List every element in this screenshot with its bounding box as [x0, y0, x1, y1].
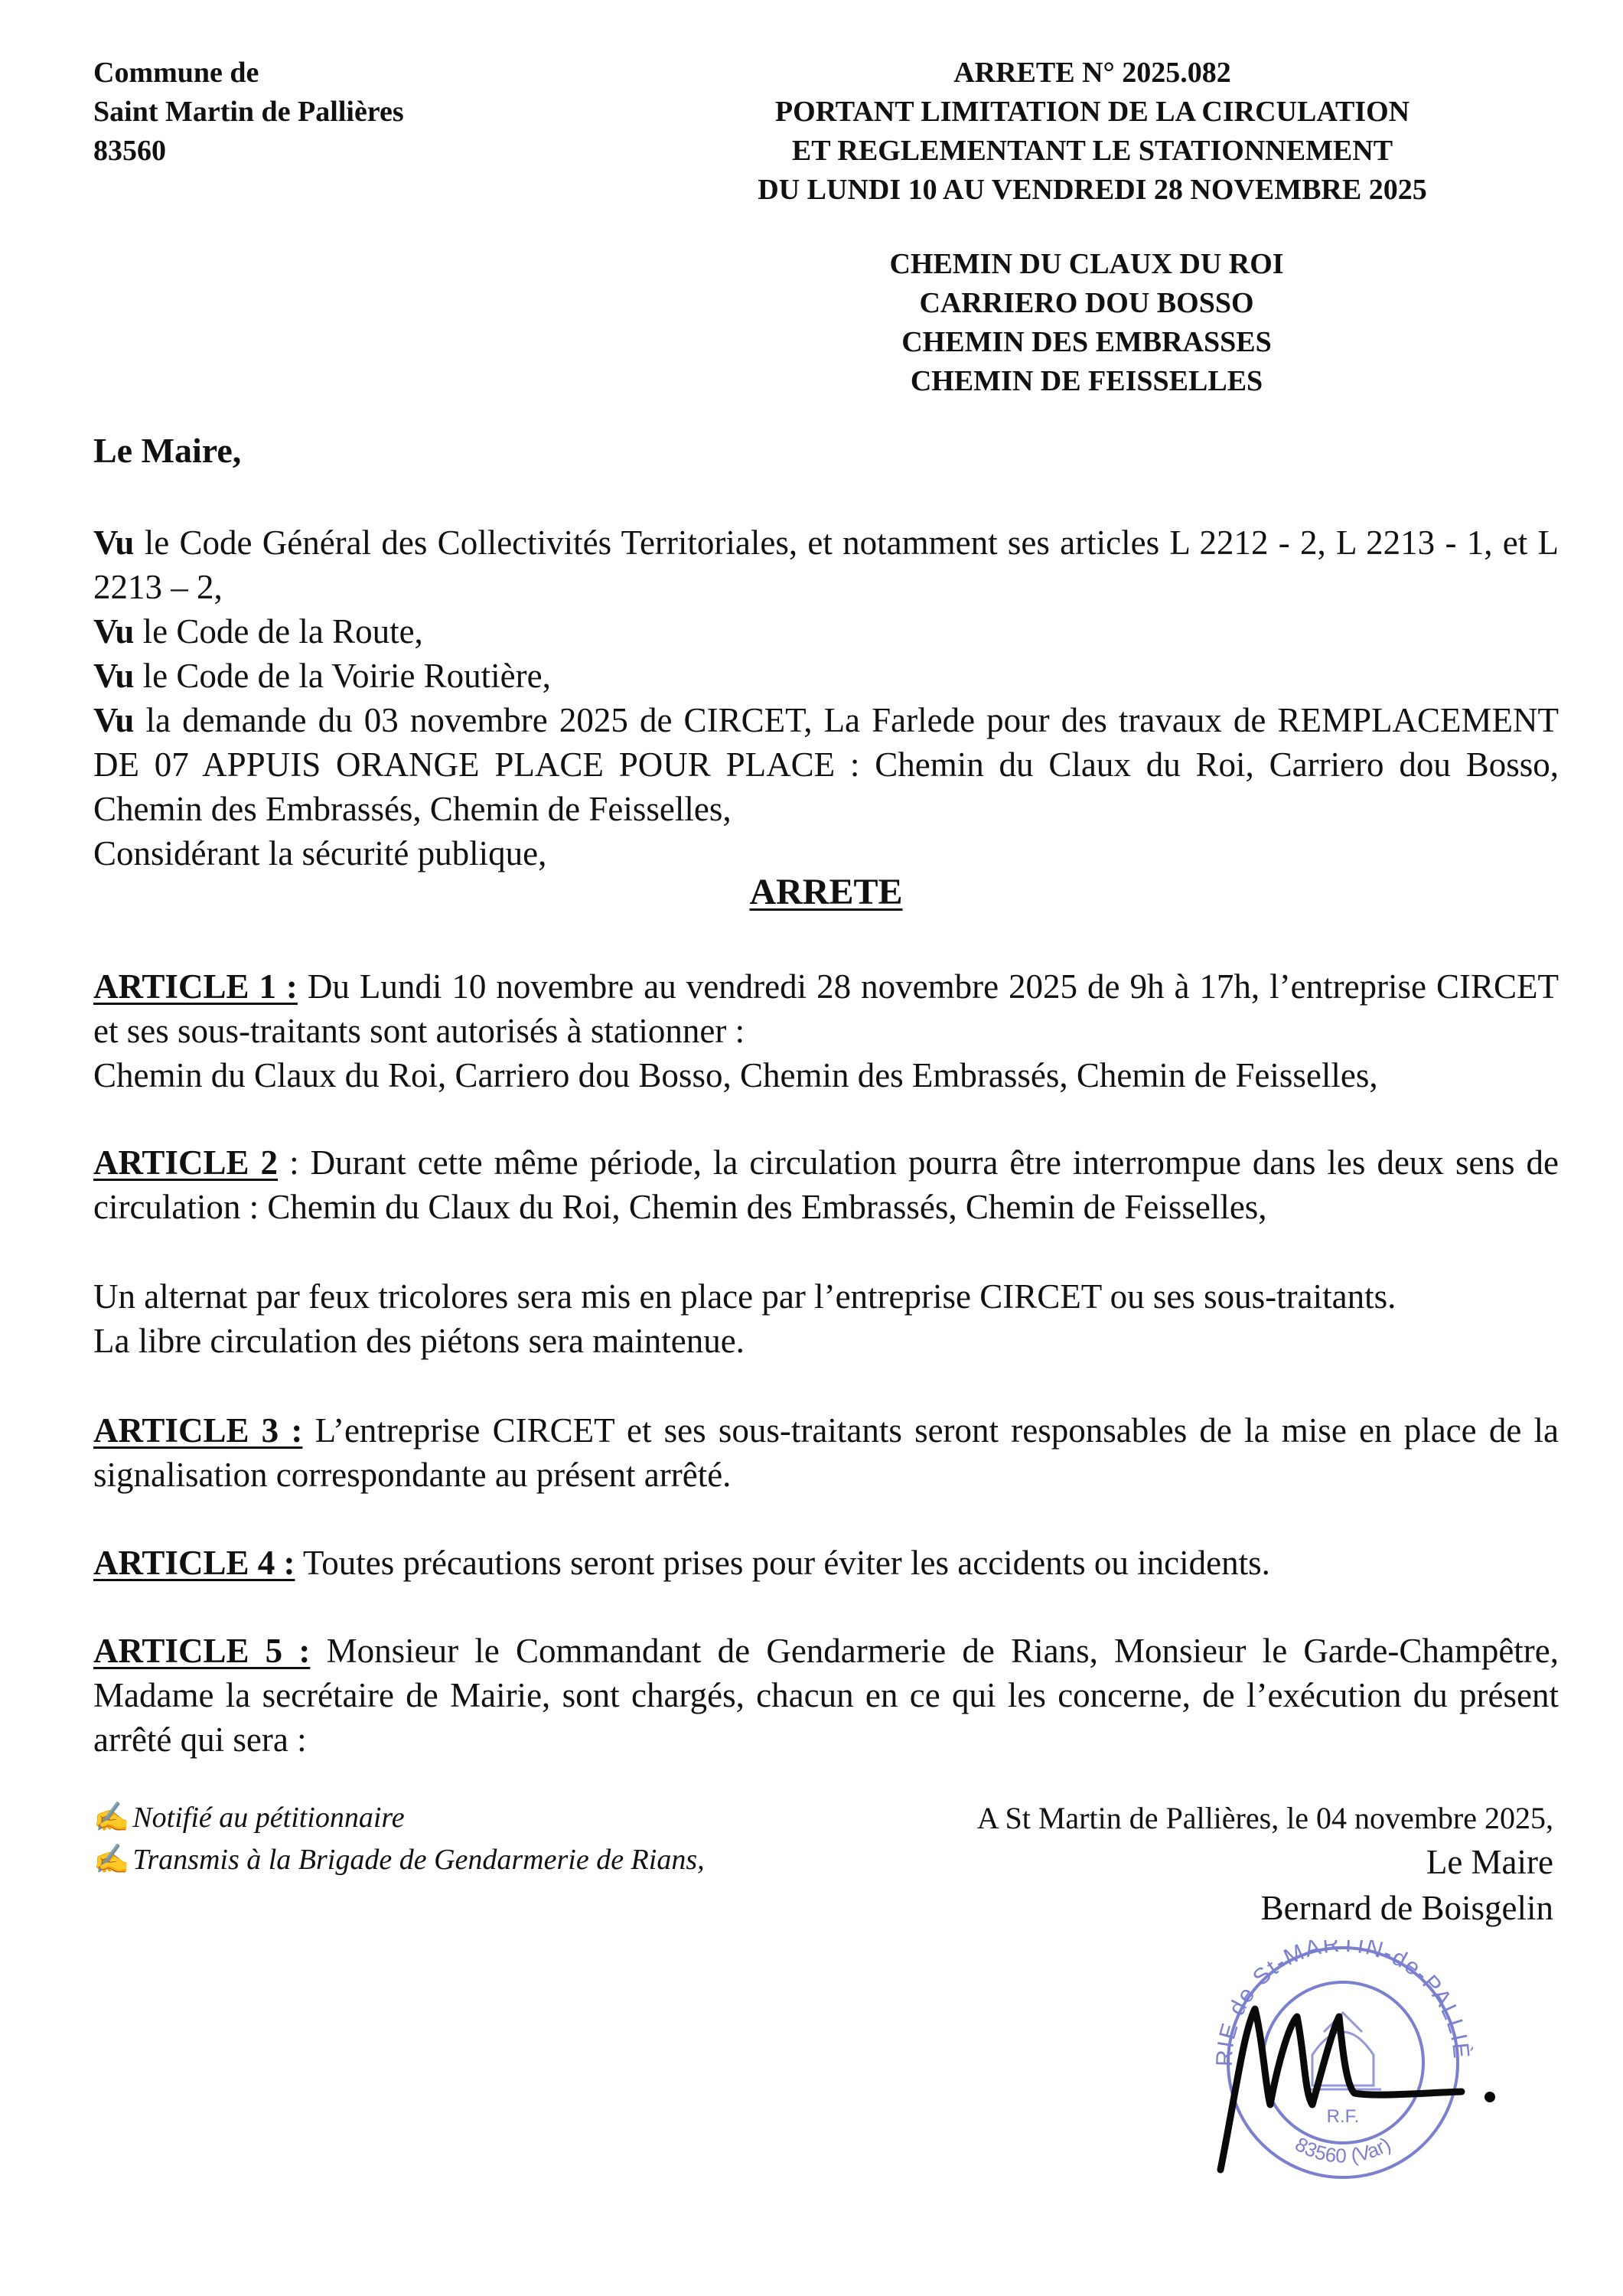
road-item: CHEMIN DE FEISSELLES: [910, 365, 1263, 397]
article-4-para: [93, 1541, 1559, 1585]
vu-text: le Code de la Route,: [134, 612, 423, 651]
vu-keyword: Vu: [93, 701, 135, 739]
article-5: [93, 1629, 1559, 1762]
pedestrian-line: La libre circulation des piétons sera maintenue.: [93, 1322, 745, 1360]
salutation: Le Maire,: [93, 431, 242, 470]
article-3-para: [93, 1408, 1559, 1497]
arrete-number: ARRETE N° 2025.082: [953, 57, 1231, 89]
vu-clause: [93, 520, 1559, 609]
signature-block: [842, 1797, 1553, 1931]
article-label: ARTICLE 5 :: [93, 1632, 311, 1670]
article-label: ARTICLE 4 :: [93, 1544, 295, 1582]
arrete-subtitle-2: ET REGLEMENTANT LE STATIONNEMENT: [791, 135, 1393, 167]
vu-text: le Code Général des Collectivités Territoriales, et notamment ses articles L 2212 - 2, L 2213 - 1, et L 2213 – 2,: [93, 523, 1559, 606]
arrete-title: [673, 54, 1511, 210]
article-text: Toutes précautions seront prises pour éviter les accidents ou incidents.: [295, 1544, 1270, 1582]
vu-clause: [93, 654, 1559, 698]
article-1: [93, 964, 1559, 1097]
arrete-subtitle-1: PORTANT LIMITATION DE LA CIRCULATION: [774, 96, 1410, 128]
road-item: CHEMIN DU CLAUX DU ROI: [889, 248, 1284, 280]
note-item: [93, 1839, 705, 1881]
note-text: Transmis à la Brigade de Gendarmerie de Rians,: [132, 1844, 705, 1876]
distribution-notes: [93, 1797, 705, 1881]
article-3: [93, 1408, 1559, 1497]
vu-keyword: Vu: [93, 657, 135, 695]
place-date: A St Martin de Pallières, le 04 novembre 2025,: [976, 1801, 1553, 1835]
vu-clause: [93, 609, 1559, 654]
note-item: [93, 1797, 705, 1839]
svg-text:MAIRIE de St-MARTIN-de-PALLIÈR: RIE de St-MARTIN-de-PALLIÈ: [1211, 1940, 1475, 2067]
official-stamp: [1190, 1940, 1496, 2185]
commune-block: [93, 54, 404, 171]
arrete-heading: [93, 871, 1559, 913]
alternat-line: Un alternat par feux tricolores sera mis en place par l’entreprise CIRCET ou ses sous-traitants.: [93, 1277, 1396, 1316]
article-2: [93, 1140, 1559, 1229]
signatory-role: Le Maire: [1426, 1843, 1553, 1881]
commune-name: Saint Martin de Pallières: [93, 96, 404, 128]
article-label: ARTICLE 1 :: [93, 967, 298, 1006]
article-1-roads: Chemin du Claux du Roi, Carriero dou Bosso, Chemin des Embrassés, Chemin de Feisselles,: [93, 1056, 1378, 1094]
article-4: [93, 1541, 1559, 1585]
considering-clause: Considérant la sécurité publique,: [93, 834, 547, 872]
stamp-seal-icon: [1190, 1940, 1496, 2185]
road-item: CHEMIN DES EMBRASSES: [901, 326, 1272, 358]
article-label: ARTICLE 2: [93, 1143, 279, 1182]
signatory-name: Bernard de Boisgelin: [1260, 1889, 1553, 1927]
vu-clause: [93, 698, 1559, 831]
article-text: L’entreprise CIRCET et ses sous-traitants seront responsables de la mise en place de la signalisation correspondante au présent arrêté.: [93, 1411, 1559, 1494]
article-5-para: [93, 1629, 1559, 1762]
vu-text: le Code de la Voirie Routière,: [134, 657, 551, 695]
svg-text:83560 (Var): 83560 (Var): [1291, 2132, 1395, 2167]
arrete-heading-text: ARRETE: [749, 872, 903, 912]
article-1-para: [93, 964, 1559, 1053]
vu-clauses: [93, 520, 1559, 876]
writing-hand-icon: ✍: [93, 1844, 130, 1876]
article-2-para: [93, 1140, 1559, 1229]
article-label: ARTICLE 3 :: [93, 1411, 303, 1450]
article-2-extra: [93, 1274, 1559, 1363]
note-text: Notifié au pétitionnaire: [132, 1802, 405, 1834]
svg-text:R.F.: R.F.: [1326, 2106, 1360, 2127]
article-text: Du Lundi 10 novembre au vendredi 28 novembre 2025 de 9h à 17h, l’entreprise CIRCET et ses sous-traitants sont autorisés à stationner :: [93, 967, 1559, 1050]
road-item: CARRIERO DOU BOSSO: [919, 287, 1254, 319]
vu-keyword: Vu: [93, 612, 135, 651]
vu-text: la demande du 03 novembre 2025 de CIRCET, La Farlede pour des travaux de REMPLACEMENT DE 07 APPUIS ORANGE PLACE POUR PLACE : Chemin du Claux du Roi, Carriero dou Bosso, Chemin des Embrassés, Chemin de Feisselles,: [93, 701, 1559, 828]
writing-hand-icon: ✍: [93, 1802, 130, 1834]
article-text: : Durant cette même période, la circulation pourra être interrompue dans les deux sens de circulation : Chemin du Claux du Roi, Chemin des Embrassés, Chemin de Feisselles,: [93, 1143, 1559, 1226]
arrete-dates: DU LUNDI 10 AU VENDREDI 28 NOVEMBRE 2025: [758, 174, 1427, 206]
vu-keyword: Vu: [93, 523, 135, 562]
commune-line: Commune de: [93, 57, 259, 89]
commune-postcode: 83560: [93, 135, 166, 167]
article-text: Monsieur le Commandant de Gendarmerie de Rians, Monsieur le Garde-Champêtre, Madame la secrétaire de Mairie, sont chargés, chacun en ce qui les concerne, de l’exécution du présent arrêté qui sera :: [93, 1632, 1559, 1759]
roads-list: [811, 245, 1362, 401]
